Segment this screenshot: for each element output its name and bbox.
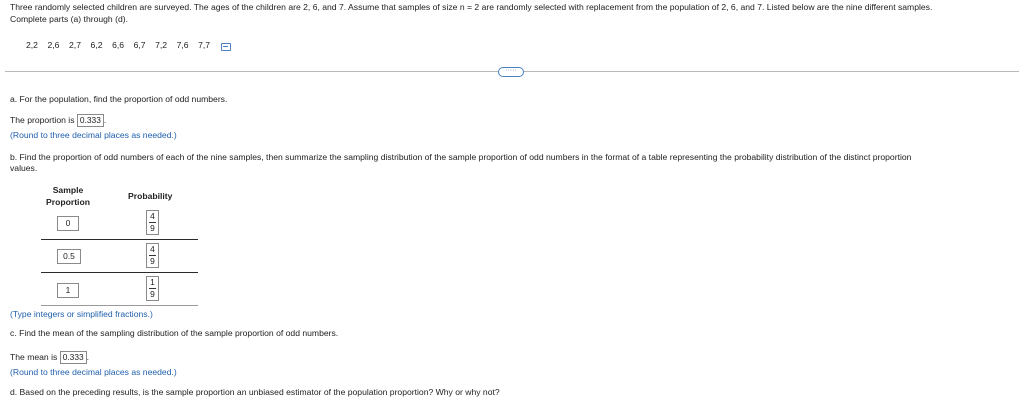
sample-list xyxy=(26,40,210,50)
probability-fraction[interactable] xyxy=(146,276,159,301)
sample-item: 2,2 xyxy=(26,40,38,50)
problem-statement: Three randomly selected children are surveyed. The ages of the children are 2, 6, and 7. Assume that samples of size n = 2 are randomly selected with replacement from the population of 2, 6, and 7. Listed below are the nine different samples. xyxy=(10,2,933,12)
sample-item: 7,2 xyxy=(155,40,168,50)
table-row-divider xyxy=(41,239,198,240)
numerator: 4 xyxy=(150,211,155,221)
part-c-answer-prefix: The mean is xyxy=(10,351,58,362)
sample-item: 6,7 xyxy=(133,40,146,50)
denominator: 9 xyxy=(150,289,155,299)
part-a-answer-line xyxy=(10,114,106,127)
sample-item: 6,2 xyxy=(90,40,103,50)
col-header-proportion-2: Proportion xyxy=(46,197,90,207)
col-header-probability: Probability xyxy=(128,191,173,201)
part-c-question: c. Find the mean of the sampling distribution of the sample proportion of odd numbers. xyxy=(10,328,339,338)
part-c-answer-field[interactable]: 0.333 xyxy=(60,351,87,364)
part-a-hint: (Round to three decimal places as needed.) xyxy=(10,130,177,140)
sample-item: 7,7 xyxy=(198,40,211,50)
denominator: 9 xyxy=(150,223,155,233)
denominator: 9 xyxy=(150,256,155,266)
probability-fraction[interactable] xyxy=(146,210,159,235)
part-a-answer-field[interactable]: 0.333 xyxy=(77,114,104,127)
part-a-question: a. For the population, find the proportion of odd numbers. xyxy=(10,94,228,104)
sample-item: 2,6 xyxy=(47,40,60,50)
col-header-proportion-1: Sample xyxy=(52,185,84,195)
proportion-cell[interactable]: 0.5 xyxy=(57,249,81,264)
part-d-question: d. Based on the preceding results, is the sample proportion an unbiased estimator of the population proportion? Why or why not? xyxy=(10,387,500,397)
table-bottom-line xyxy=(41,305,198,306)
part-c-answer-line xyxy=(10,351,89,364)
expand-more-button[interactable]: ····· xyxy=(498,67,524,77)
part-b-hint: (Type integers or simplified fractions.) xyxy=(10,309,153,319)
part-b-question-cont: values. xyxy=(10,163,38,173)
probability-fraction[interactable] xyxy=(146,243,159,268)
proportion-cell[interactable]: 0 xyxy=(57,216,79,231)
part-b-question: b. Find the proportion of odd numbers of each of the nine samples, then summarize the sampling distribution of the sample proportion of odd numbers in the format of a table representing the probability distribution of the distinct proportion xyxy=(10,152,912,162)
part-a-answer-suffix: . xyxy=(103,114,107,125)
sample-item: 6,6 xyxy=(112,40,125,50)
part-a-answer-prefix: The proportion is xyxy=(10,114,75,125)
numerator: 4 xyxy=(150,244,155,254)
sample-item: 2,7 xyxy=(69,40,81,50)
part-c-hint: (Round to three decimal places as needed.) xyxy=(10,367,177,377)
part-c-answer-suffix: . xyxy=(86,351,90,362)
sample-item: 7,6 xyxy=(176,40,189,50)
copy-data-icon[interactable] xyxy=(221,43,231,51)
numerator: 1 xyxy=(150,277,155,287)
proportion-cell[interactable]: 1 xyxy=(57,283,79,298)
table-row-divider xyxy=(41,272,198,273)
problem-instructions: Complete parts (a) through (d). xyxy=(10,14,128,24)
